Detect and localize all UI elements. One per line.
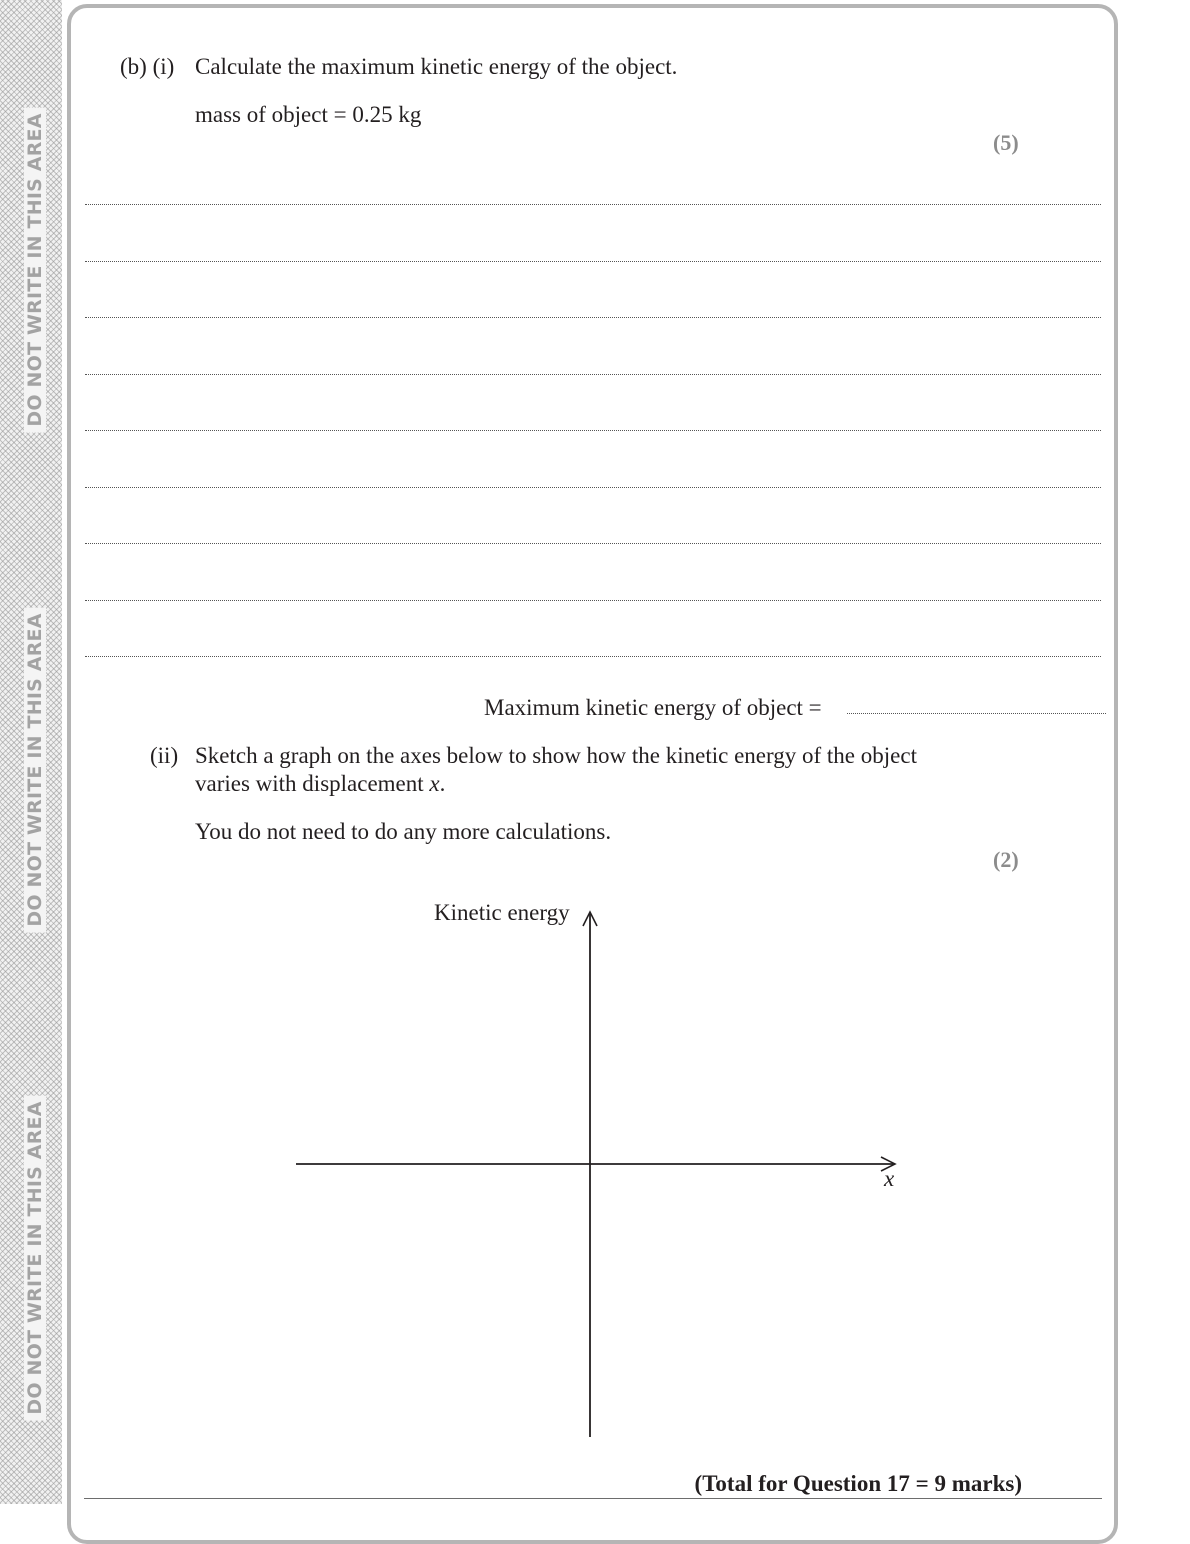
subquestion-instruction: Sketch a graph on the axes below to show how the kinetic energy of the object bbox=[195, 743, 917, 768]
answer-line[interactable] bbox=[85, 261, 1101, 262]
subquestion-label: (ii) bbox=[150, 743, 179, 768]
answer-line[interactable] bbox=[85, 600, 1101, 601]
bottom-rule bbox=[84, 1498, 1102, 1499]
x-axis-label: x bbox=[884, 1166, 895, 1191]
marks-badge: (2) bbox=[993, 847, 1019, 872]
question-instruction: Calculate the maximum kinetic energy of the object. bbox=[195, 54, 678, 79]
margin-warning: DO NOT WRITE IN THIS AREA bbox=[24, 107, 46, 432]
y-axis-label: Kinetic energy bbox=[434, 900, 570, 925]
answer-line[interactable] bbox=[85, 204, 1101, 205]
given-mass: mass of object = 0.25 kg bbox=[195, 102, 422, 127]
question-label: (b) (i) bbox=[120, 54, 175, 79]
margin-strip bbox=[0, 0, 62, 1504]
answer-line[interactable] bbox=[85, 656, 1101, 657]
answer-line[interactable] bbox=[85, 543, 1101, 544]
answer-line[interactable] bbox=[85, 430, 1101, 431]
sketch-axes[interactable] bbox=[290, 900, 910, 1445]
variable-x: x bbox=[429, 771, 440, 796]
final-answer-line[interactable] bbox=[847, 713, 1106, 714]
instruction-text: varies with displacement bbox=[195, 771, 430, 796]
answer-line[interactable] bbox=[85, 374, 1101, 375]
answer-prompt: Maximum kinetic energy of object = bbox=[484, 695, 822, 720]
question-total: (Total for Question 17 = 9 marks) bbox=[694, 1471, 1022, 1496]
marks-badge: (5) bbox=[993, 130, 1019, 155]
answer-line[interactable] bbox=[85, 487, 1101, 488]
instruction-period: . bbox=[439, 771, 446, 796]
margin-warning: DO NOT WRITE IN THIS AREA bbox=[24, 1095, 46, 1420]
margin-warning: DO NOT WRITE IN THIS AREA bbox=[24, 607, 46, 932]
subquestion-instruction-line2 bbox=[195, 770, 445, 798]
answer-line[interactable] bbox=[85, 317, 1101, 318]
subquestion-note: You do not need to do any more calculations. bbox=[195, 819, 612, 844]
